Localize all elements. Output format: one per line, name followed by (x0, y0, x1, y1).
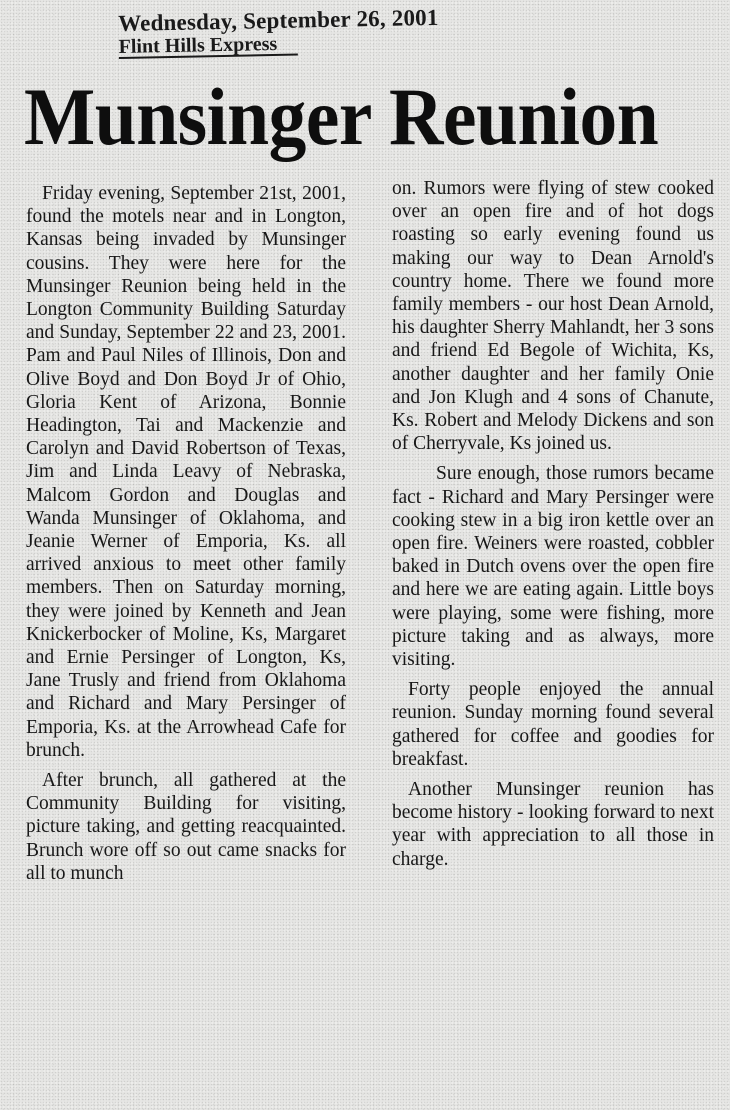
masthead (118, 6, 439, 59)
publication-name: Flint Hills Express (118, 34, 297, 59)
publication-date: Wednesday, September 26, 2001 (117, 4, 439, 36)
article-column-left (26, 182, 346, 892)
article-paragraph: Another Munsinger reunion has become history - looking forward to next year with appreciation to all those in charge. (392, 779, 714, 870)
article-column-right (392, 177, 714, 878)
article-paragraph-continued: on. Rumors were flying of stew cooked over an open fire and of hot dogs roasting so early evening found us making our way to Dean Arnold's country home. There we found more family members - our host Dean Arnold, his daughter Sherry Mahlandt, her 3 sons and friend Ed Begole of Wichita, Ks, another daughter and her family Onie and Jon Klugh and 4 sons of Chanute, Ks. Robert and Melody Dickens and son of Cherryvale, Ks joined us. (392, 178, 714, 455)
article-paragraph: After brunch, all gathered at the Community Building for visiting, picture taking, and getting reacquainted. Brunch wore off so out came snacks for all to munch (26, 770, 346, 884)
article-paragraph: Friday evening, September 21st, 2001, found the motels near and in Longton, Kansas being invaded by Munsinger cousins. They were here for the Munsinger Reunion being held in the Longton Community Building Saturday and Sunday, September 22 and 23, 2001. Pam and Paul Niles of Illinois, Don and Olive Boyd and Don Boyd Jr of Ohio, Gloria Kent of Arizona, Bonnie Headington, Tai and Mackenzie and Carolyn and David Robertson of Texas, Jim and Linda Leavy of Nebraska, Malcom Gordon and Douglas and Wanda Munsinger of Oklahoma, and Jeanie Werner of Emporia, Ks. all arrived anxious to meet other family members. Then on Saturday morning, they were joined by Kenneth and Jean Knickerbocker of Moline, Ks, Margaret and Ernie Persinger of Longton, Ks, Jane Trusly and friend from Oklahoma and Richard and Mary Persinger of Emporia, Ks. at the Arrowhead Cafe for brunch. (26, 183, 346, 761)
article-paragraph: Forty people enjoyed the annual reunion. Sunday morning found several gathered for coffee and goodies for breakfast. (392, 679, 714, 770)
article-headline: Munsinger Reunion (24, 71, 659, 162)
article-paragraph: Sure enough, those rumors became fact - Richard and Mary Persinger were cooking stew in a big iron kettle over an open fire. Weiners were roasted, cobbler baked in Dutch ovens over the open fire and here we are eating again. Little boys were playing, some were fishing, more picture taking and as always, more visiting. (392, 463, 714, 671)
